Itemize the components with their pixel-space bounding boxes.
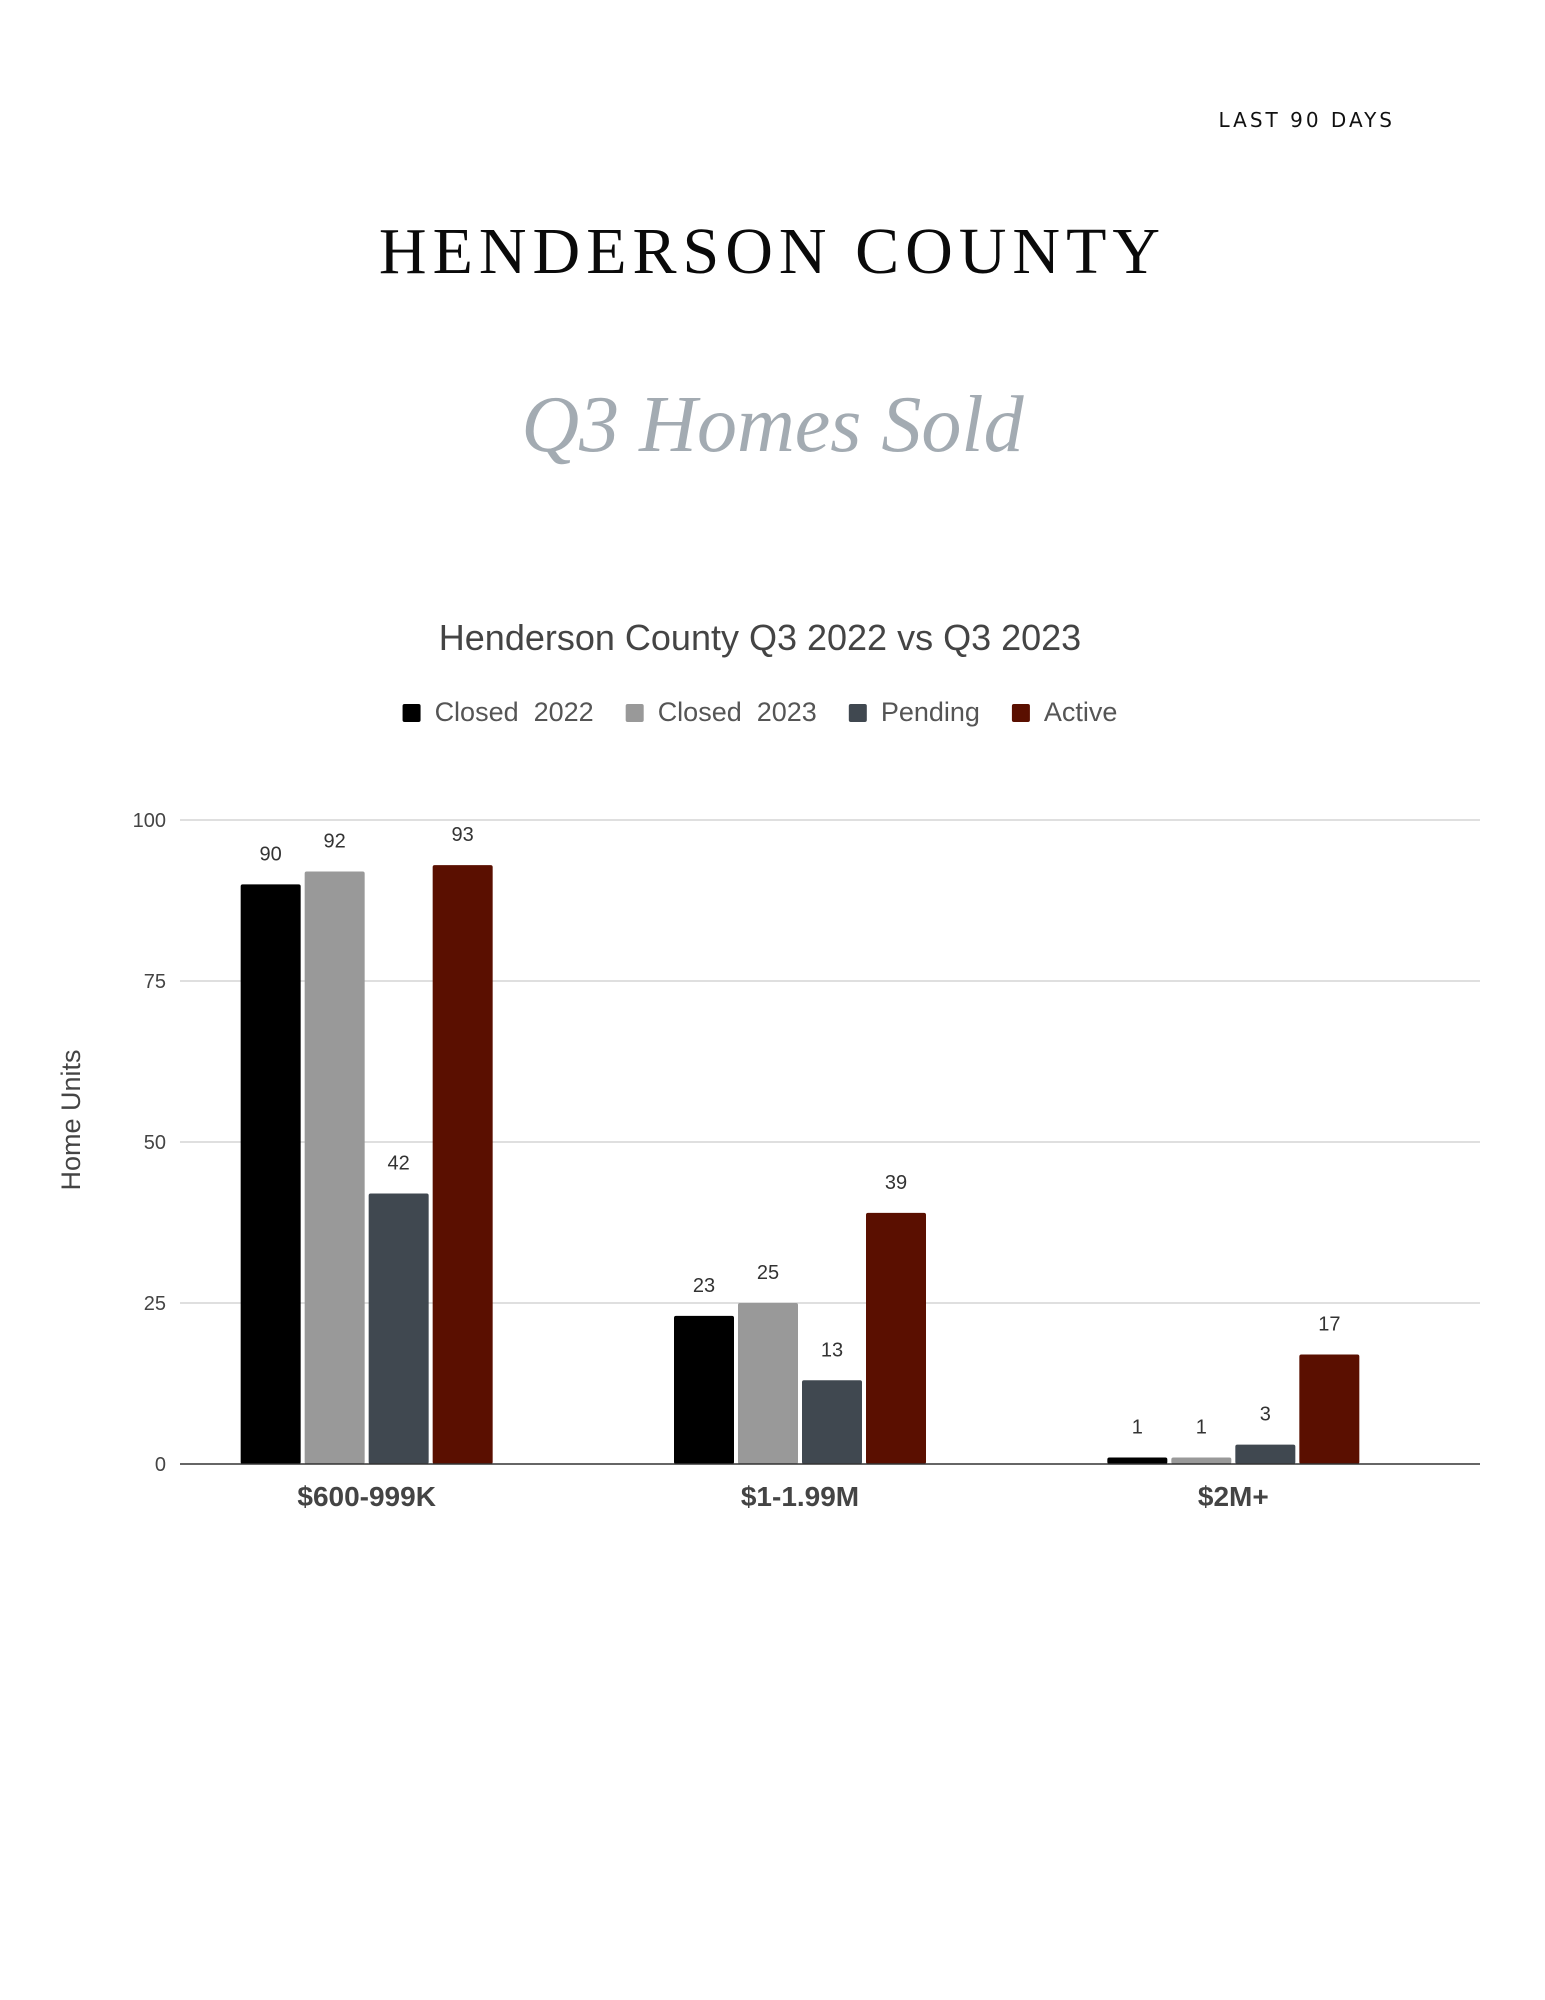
bar-2-2: [1235, 1445, 1295, 1464]
legend-swatch: [849, 704, 867, 722]
y-tick-label: 0: [154, 1454, 166, 1476]
x-axis-categories: [297, 1481, 1268, 1512]
data-label: 90: [259, 843, 282, 866]
legend-swatch: [1012, 704, 1030, 722]
legend-label: Closed 2022: [434, 697, 594, 727]
legend-item: [403, 697, 594, 727]
y-tick-label: 25: [143, 1293, 166, 1315]
data-label: 25: [756, 1262, 780, 1284]
bar-0-2: [369, 1194, 429, 1464]
bar-0-1: [305, 872, 365, 1464]
bar-chart: [40, 600, 1480, 1530]
chart-legend: [403, 697, 1118, 727]
data-label: 3: [1259, 1403, 1271, 1426]
y-tick-label: 100: [132, 810, 166, 832]
legend-swatch: [403, 704, 421, 722]
data-label: 17: [1318, 1313, 1341, 1336]
bar-1-3: [866, 1213, 926, 1464]
bar-2-1: [1171, 1458, 1231, 1464]
legend-item: [626, 697, 817, 727]
bar-1-1: [738, 1303, 798, 1464]
y-tick-label: 75: [143, 971, 166, 993]
x-category-label: $600-999K: [297, 1481, 436, 1512]
x-category-label: $2M+: [1197, 1481, 1269, 1512]
bar-2-3: [1299, 1355, 1359, 1464]
period-label: LAST 90 DAYS: [1218, 108, 1395, 132]
data-label: 39: [884, 1171, 908, 1194]
y-tick-label: 50: [143, 1132, 166, 1154]
county-title: HENDERSON COUNTY: [378, 215, 1167, 288]
bar-2-0: [1107, 1458, 1167, 1464]
y-axis-label: Home Units: [56, 1049, 86, 1191]
y-axis-ticks: [133, 810, 166, 1476]
legend-item: [1012, 697, 1118, 727]
page-subtitle: Q3 Homes Sold: [521, 381, 1024, 469]
chart-title: Henderson County Q3 2022 vs Q3 2023: [438, 617, 1082, 658]
data-label: 1: [1131, 1416, 1143, 1439]
bar-0-3: [433, 865, 493, 1464]
legend-item: [849, 697, 980, 727]
data-label: 23: [692, 1274, 716, 1297]
data-label: 42: [387, 1152, 410, 1175]
bar-1-0: [674, 1316, 734, 1464]
data-label: 1: [1195, 1416, 1207, 1439]
legend-label: Active: [1043, 697, 1118, 727]
legend-label: Pending: [880, 697, 980, 727]
data-label: 92: [323, 830, 346, 853]
legend-swatch: [626, 704, 644, 722]
legend-label: Closed 2023: [657, 697, 817, 727]
data-label: 13: [820, 1339, 844, 1362]
data-label: 93: [451, 824, 474, 847]
x-category-label: $1-1.99M: [740, 1481, 860, 1512]
bar-1-2: [802, 1380, 862, 1464]
bar-0-0: [241, 884, 301, 1464]
